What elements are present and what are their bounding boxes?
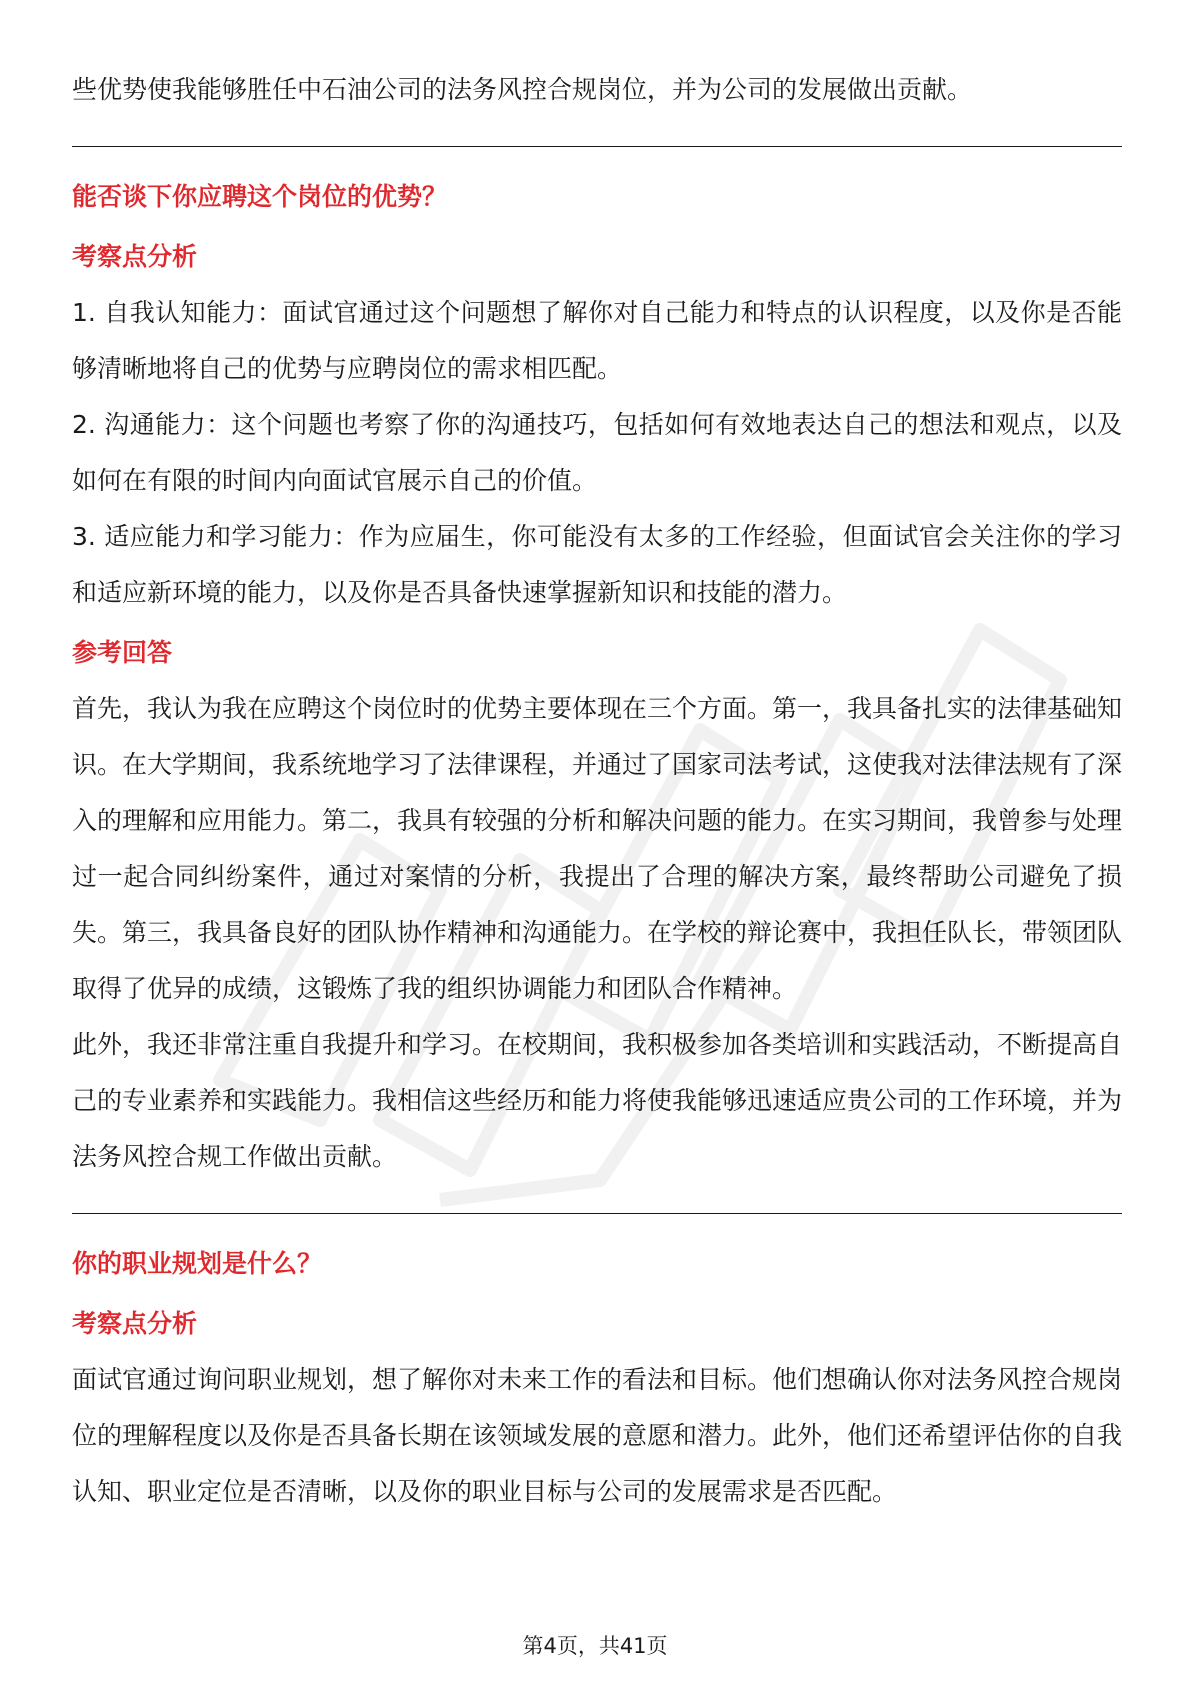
q1-point-1: 1. 自我认知能力：面试官通过这个问题想了解你对自己能力和特点的认识程度，以及你是否能够清晰地将自己的优势与应聘岗位的需求相匹配。 [72, 298, 1122, 383]
question-2-title: 你的职业规划是什么？ [72, 1249, 323, 1278]
question-1-title: 能否谈下你应聘这个岗位的优势？ [72, 182, 448, 211]
section-divider [72, 146, 1122, 147]
q1-answer-paragraph-1: 首先，我认为我在应聘这个岗位时的优势主要体现在三个方面。第一，我具备扎实的法律基础知识。在大学期间，我系统地学习了法律课程，并通过了国家司法考试，这使我对法律法规有了深入的理解和应用能力。第二，我具有较强的分析和解决问题的能力。在实习期间，我曾参与处理过一起合同纠纷案件，通过对案情的分析，我提出了合理的解决方案，最终帮助公司避免了损失。第三，我具备良好的团队协作精神和沟通能力。在学校的辩论赛中，我担任队长，带领团队取得了优异的成绩，这锻炼了我的组织协调能力和团队合作精神。 [72, 694, 1123, 1003]
page-content [72, 62, 1122, 1520]
q2-analysis-heading: 考察点分析 [72, 1309, 198, 1338]
section-divider [72, 1213, 1122, 1214]
q1-answer-paragraph-2: 此外，我还非常注重自我提升和学习。在校期间，我积极参加各类培训和实践活动，不断提高自己的专业素养和实践能力。我相信这些经历和能力将使我能够迅速适应贵公司的工作环境，并为法务风控合规工作做出贡献。 [72, 1030, 1123, 1171]
q1-answer-heading: 参考回答 [72, 638, 173, 667]
page-number-footer: 第4页，共41页 [522, 1634, 668, 1658]
q1-point-3: 3. 适应能力和学习能力：作为应届生，你可能没有太多的工作经验，但面试官会关注你的学习和适应新环境的能力，以及你是否具备快速掌握新知识和技能的潜力。 [72, 522, 1122, 607]
q1-analysis-heading: 考察点分析 [72, 242, 198, 271]
q1-point-2: 2. 沟通能力：这个问题也考察了你的沟通技巧，包括如何有效地表达自己的想法和观点，以及如何在有限的时间内向面试官展示自己的价值。 [72, 410, 1122, 495]
q2-analysis-text: 面试官通过询问职业规划，想了解你对未来工作的看法和目标。他们想确认你对法务风控合规岗位的理解程度以及你是否具备长期在该领域发展的意愿和潜力。此外，他们还希望评估你的自我认知、职业定位是否清晰，以及你的职业目标与公司的发展需求是否匹配。 [72, 1365, 1123, 1506]
intro-tail-text: 些优势使我能够胜任中石油公司的法务风控合规岗位，并为公司的发展做出贡献。 [72, 75, 973, 104]
